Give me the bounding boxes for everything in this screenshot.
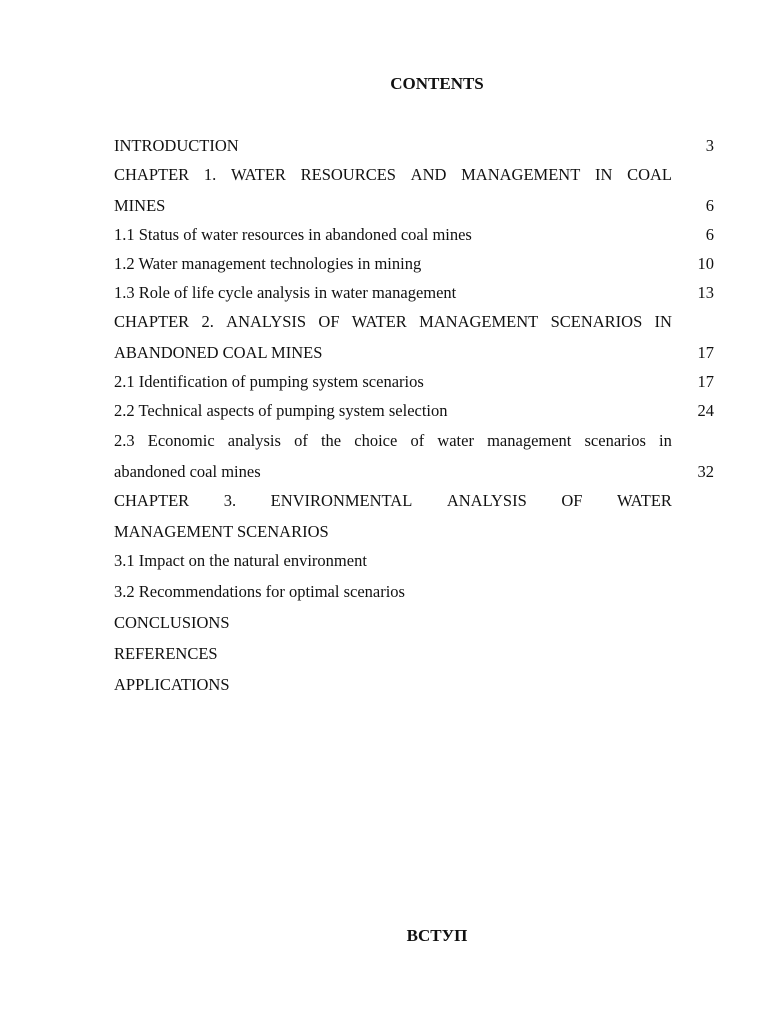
- toc-page-number: 10: [697, 254, 714, 273]
- word: of: [410, 431, 425, 450]
- toc-entry-introduction[interactable]: [114, 136, 714, 156]
- toc-entry-conclusions[interactable]: [114, 613, 714, 633]
- toc-entry-text-line1: [114, 312, 672, 332]
- word: RESOURCES: [300, 165, 396, 184]
- toc-entry-text: INTRODUCTION: [114, 136, 239, 155]
- toc-entry-chapter-1[interactable]: [114, 165, 714, 185]
- toc-page-number: 13: [697, 283, 714, 302]
- word: water: [437, 431, 474, 450]
- toc-entry-chapter-2[interactable]: [114, 312, 714, 332]
- toc-entry-1-2[interactable]: [114, 254, 714, 274]
- word: WATER: [351, 312, 407, 331]
- word: 3.: [223, 491, 237, 510]
- word: 1.: [203, 165, 217, 184]
- toc-entry-text: 1.3 Role of life cycle analysis in water management: [114, 283, 457, 302]
- toc-entry-text-line2: MINES: [114, 196, 166, 215]
- word: ANALYSIS: [446, 491, 527, 510]
- toc-page-number: 6: [705, 225, 714, 244]
- toc-entry-references[interactable]: [114, 644, 714, 664]
- toc-entry-text-line1: [114, 165, 672, 185]
- toc-entry-text: 3.2 Recommendations for optimal scenarios: [114, 582, 405, 601]
- toc-page-number: 17: [697, 343, 714, 362]
- word: the: [320, 431, 342, 450]
- toc-entry-text: 1.1 Status of water resources in abandoned coal mines: [114, 225, 472, 244]
- word: SCENARIOS: [550, 312, 643, 331]
- word: WATER: [230, 165, 286, 184]
- word: COAL: [627, 165, 672, 184]
- toc-entry-2-3[interactable]: [114, 431, 714, 451]
- toc-entry-2-3-line2[interactable]: [114, 462, 714, 482]
- toc-entry-text-line2: abandoned coal mines: [114, 462, 261, 481]
- toc-entry-2-1[interactable]: [114, 372, 714, 392]
- toc-page-number: 6: [705, 196, 714, 215]
- word: IN: [654, 312, 672, 331]
- word: CHAPTER: [114, 312, 190, 331]
- toc-entry-text-line2: ABANDONED COAL MINES: [114, 343, 323, 362]
- word: MANAGEMENT: [461, 165, 581, 184]
- word: in: [659, 431, 672, 450]
- toc-entry-text: 2.2 Technical aspects of pumping system selection: [114, 401, 448, 420]
- word: of: [294, 431, 308, 450]
- toc-entry-1-1[interactable]: [114, 225, 714, 245]
- word: CHAPTER: [114, 491, 190, 510]
- toc-entry-chapter-1-line2[interactable]: [114, 196, 714, 216]
- word: 2.3: [114, 431, 135, 450]
- word: OF: [561, 491, 583, 510]
- word: MANAGEMENT: [419, 312, 539, 331]
- word: Economic: [147, 431, 215, 450]
- toc-entry-text: 1.2 Water management technologies in mining: [114, 254, 422, 273]
- toc-page-number: 17: [697, 372, 714, 391]
- toc-entry-3-2[interactable]: [114, 582, 714, 602]
- word: OF: [318, 312, 340, 331]
- toc-entry-1-3[interactable]: [114, 283, 714, 303]
- word: ANALYSIS: [226, 312, 307, 331]
- word: choice: [354, 431, 398, 450]
- toc-entry-2-2[interactable]: [114, 401, 714, 421]
- toc-entry-text: APPLICATIONS: [114, 675, 230, 694]
- toc-entry-text: 3.1 Impact on the natural environment: [114, 551, 367, 570]
- word: 2.: [201, 312, 214, 331]
- toc-entry-chapter-2-line2[interactable]: [114, 343, 714, 363]
- toc-entry-3-1[interactable]: [114, 551, 714, 571]
- toc-entry-text: REFERENCES: [114, 644, 218, 663]
- word: CHAPTER: [114, 165, 190, 184]
- contents-title: CONTENTS: [390, 74, 484, 93]
- next-section-title: ВСТУП: [406, 926, 468, 945]
- word: AND: [410, 165, 447, 184]
- word: scenarios: [584, 431, 646, 450]
- toc-entry-text: 2.1 Identification of pumping system scenarios: [114, 372, 424, 391]
- toc-entry-text: CONCLUSIONS: [114, 613, 230, 632]
- word: management: [487, 431, 572, 450]
- word: WATER: [616, 491, 672, 510]
- toc-entry-chapter-3-line2[interactable]: [114, 522, 714, 542]
- toc-page-number: 3: [705, 136, 714, 155]
- toc-entry-text-line1: [114, 431, 672, 451]
- word: IN: [594, 165, 613, 184]
- toc-entry-text-line2: MANAGEMENT SCENARIOS: [114, 522, 329, 541]
- toc-page-number: 32: [697, 462, 714, 481]
- toc-entry-text-line1: [114, 491, 672, 511]
- word: ENVIRONMENTAL: [270, 491, 413, 510]
- word: analysis: [227, 431, 281, 450]
- toc-page-number: 24: [697, 401, 714, 420]
- toc-entry-chapter-3[interactable]: [114, 491, 714, 511]
- toc-entry-applications[interactable]: [114, 675, 714, 695]
